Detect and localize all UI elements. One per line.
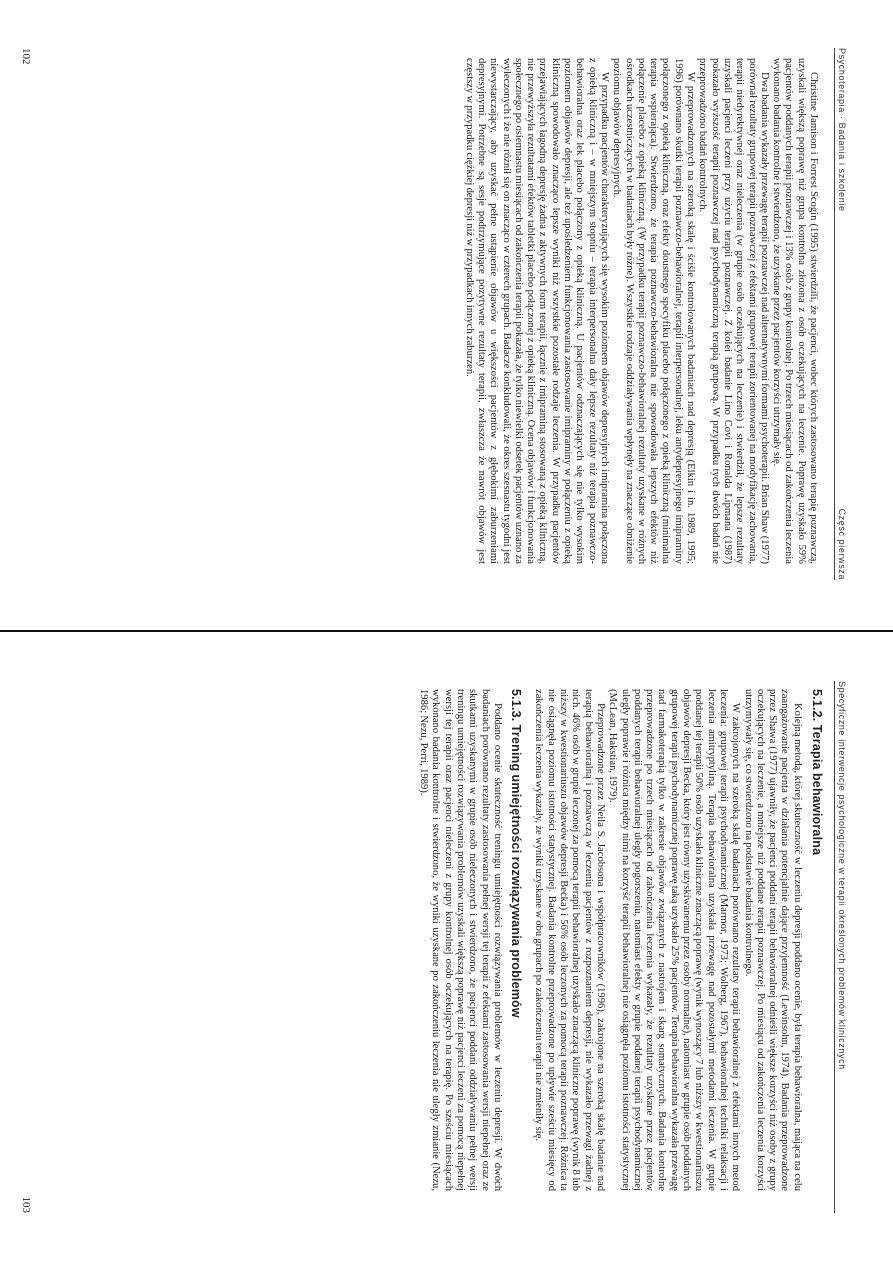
right-page-body bbox=[417, 689, 823, 1191]
section-heading-problem-solving: 5.1.3. Trening umiejętności rozwiązywania problemów bbox=[509, 689, 524, 1018]
page-number-left: 102 bbox=[20, 48, 32, 65]
running-head-left-page bbox=[834, 48, 849, 580]
running-head-chapter: Specyficzne interwencje psychologiczne w terapii określonych problemów klinicznych bbox=[837, 681, 847, 1070]
paragraph: Kolejną metodą, której skuteczność w leczeniu depresji poddano ocenie, była terapia behawioralna, mająca na celu zaangażowanie pacjenta w działania potencjalnie dające przyjemność (Lewinsohn, 1974). Badania przeprowadzone przez Shawa (1977) ujawniły, że pacjenci poddani terapii behawioralnej odnieśli większe korzyści niż osoby z grupy oczekujących na leczenie, a mniejsze niż poddane terapii poznawczej. Po miesiącu od zakończenia leczenia korzyści utrzymywały się, co stwierdzono na podstawie badania kontrolnego. bbox=[742, 689, 803, 1191]
running-head-right-page bbox=[834, 681, 849, 1213]
running-head-part: Część pierwsza bbox=[837, 508, 847, 580]
paragraph: Przeprowadzone przez Neila S. Jacobsona i współpracowników (1996), zakrojone na szeroką skalę badanie nad terapią behawioralną i poznawczą w leczeniu pacjentów z rozpoznaniem depresji, nie wykazało przewagi żadnej z nich. 46% osób w grupie leczonej za pomocą terapii behawioralnej uzyskało znaczącą kliniczne poprawę (wynik 8 lub niższy w kwestionariuszu objawów depresji Becka) i 56% osób leczonych za pomocą terapii poznawczej. Różnica ta nie osiągnęła poziomu istotności statystycznej. Badania kontrolne przeprowadzone po upływie sześciu miesięcy od zakończenia leczenia wykazały, że wyniki uzyskane w obu grupach po zakończeniu terapii nie zmieniły się. bbox=[533, 689, 606, 1191]
section-heading-behavioral: 5.1.2. Terapia behawioralna bbox=[810, 689, 824, 856]
running-head-title: Psychoterapia · Badania i szkolenie bbox=[837, 48, 847, 212]
paragraph: Christine Jamison i Forrest Scogin (1995) stwierdzili, że pacjenci, wobec których zastosowano terapię poznawczą, uzyskali większą poprawę niż grupa kontrolna złożona z osób oczekujących na leczenie. Poprawę uzyskało 59% pacjentów poddanych terapii poznawczej i 13% osób z grupy kontrolnej. Po trzech miesiącach od zakończenia leczenia wykonano badania kontrolne i stwierdzono, że uzyskane przez pacjentów korzyści utrzymały się. bbox=[771, 58, 819, 564]
page-number-right: 103 bbox=[20, 1196, 32, 1213]
left-page bbox=[0, 0, 893, 630]
paragraph: W zakrojonych na szeroką skalę badaniach porównano rezultaty terapii behawioralnej z efektami innych metod leczenia: grupowej terapii psychodynamicznej (Marmor, 1973; Wolberg, 1967), behawioralnej techniki relaksacji i leczenia amitryptyliną. Terapia behawioralna uzyskała przewagę nad pozostałymi metodami leczenia. W grupie poddanej tej terapii 50% osób uzyskało kliniczne znaczącą poprawę (wynik wynoszący 7 lub niższy w kwestionariuszu objawów depresji Becka, który jest równy uzyskiwanemu przez osoby normalne), natomiast w grupie osób poddanych grupowej terapii psychodynamicznej poprawę taką uzyskało 25% pacjentów. Terapia behawioralna wykazała przewagę nad farmakoterapią tylko w zakresie objawów związanych z nastrojem i skarg somatycznych. Badania kontrolne przeprowadzone po trzech miesiącach od zakończenia leczenia wykazały, że rezultaty uzyskane przez pacjentów poddanych terapii behawioralnej uległy pogorszeniu, natomiast efekty w grupie poddanej terapii psychodynamicznej uległy poprawie i różnica między nimi na korzyść terapii behawioralnej nie osiągnęła poziomu istotności statystycznej (McLean, Hakstian, 1979). bbox=[607, 689, 742, 1191]
paragraph: W przeprowadzonych na szeroką skalę i ściśle kontrolowanych badaniach nad depresją (Elkin i in. 1989, 1995; 1996) porównano skutki terapii poznawczo-behawioralnej, terapii interpersonalnej, leku antydepresyjnego imipraminy połączonego z opieką kliniczną, oraz efekty doustnego specyfiku placebo połączonego z opieką kliniczną (minimalna terapia wspierająca). Stwierdzono, że terapia poznawczo-behawioralna nie spowodowała lepszych efektów niż połączenie placebo z opieką kliniczną. (W przypadku terapii poznawczo-behawioralnej rezultaty uzyskane w różnych ośrodkach uczestniczących w badaniach były różne). Wszystkie rodzaje oddziaływania wpłynęły na znaczące obniżenie poziomu objawów depresyjnych. bbox=[611, 58, 697, 564]
paragraph: W przypadku pacjentów charakteryzujących się wysokim poziomem objawów depresyjnych imipramina połączona z opieką kliniczną i – w mniejszym stopniu – terapia interpersonalna dały lepsze rezultaty niż terapia poznawczo-behawioralna oraz lek placebo połączony z opieką kliniczną. U pacjentów odznaczających się nie tylko wysokim poziomem objawów depresji, ale też upośledzeniem funkcjonowania zastosowanie imipraminy w połączeniu z opieką kliniczną spowodowało znacząco lepsze wyniki niż wszystkie pozostałe rodzaje leczenia. W przypadku pacjentów przejawiających łagodną depresję żadna z aktywnych form terapii, łącznie z imipraminą stosowaną z opieką kliniczną, nie przewyższyła rezultatami efektów tabletki placebo połączonej z opieką kliniczną. Ocena objawów i funkcjonowania społecznego po osiemnastu miesiącach od zakończenia terapii pokazała, że tylko niewielki odsetek pacjentów uznano za wyleczonych i że nie różnił się on znacząco w czterech grupach. Badacze konkludowali, że okres szesnastu tygodni jest niewystarczający, aby uzyskać pełne ustąpienie objawów u większości pacjentów z głębokimi zaburzeniami depresyjnymi. Potrzebne są sesje podtrzymujące pozytywne rezultaty terapii, zwłaszcza że nawrót objawów jest częstszy w przypadku ciężkiej depresji niż w przypadkach innych zaburzeń. bbox=[463, 58, 610, 564]
right-page bbox=[0, 633, 893, 1263]
page-gutter-divider bbox=[0, 630, 893, 632]
left-page-body bbox=[462, 58, 819, 564]
paragraph: Poddano ocenie skuteczność treningu umiejętności rozwiązywania problemów w leczeniu depresji. W dwóch badaniach porównano rezultaty zastosowania pełnej wersji tej terapii z efektami zastosowania wersji niepełnej oraz ze skutkami uzyskanymi w grupie osób nieleczonych i stwierdzono, że pacjenci poddani oddziaływaniu pełnej wersji treningu umiejętności rozwiązywania problemów uzyskali większą poprawę niż pacjenci leczeni za pomocą niepełnej wersji tej terapii oraz pacjenci nieleczeni z grupy kontrolnej osób oczekujących na terapię. Po sześciu miesiącach wykonano badania kontrolne i stwierdzono, że wyniki uzyskane po zakończeniu leczenia nie uległy zmianie (Nezu, 1986; Nezu, Perri, 1989). bbox=[418, 689, 503, 1191]
paragraph: Dwa badania wykazały przewagę terapii poznawczej nad alternatywnymi formami psychoterapii. Brian Shaw (1977) porównał rezultaty grupowej terapii poznawczej z efektami grupowej terapii zorientowanej na modyfikację zachowania, terapii niedyrektywnej oraz nieleczenia (w grupie osób oczekujących na leczenie) i stwierdził, że lepsze rezultaty uzyskali pacjenci leczeni przy użyciu terapii poznawczej. Z kolei badanie Lino Covi i Ronalda Lipmana (1987) pokazało wyższość terapii poznawczej nad psychodynamiczną terapią grupową. W przypadku tych dwóch badań nie przeprowadzono badań kontrolnych. bbox=[697, 58, 770, 564]
